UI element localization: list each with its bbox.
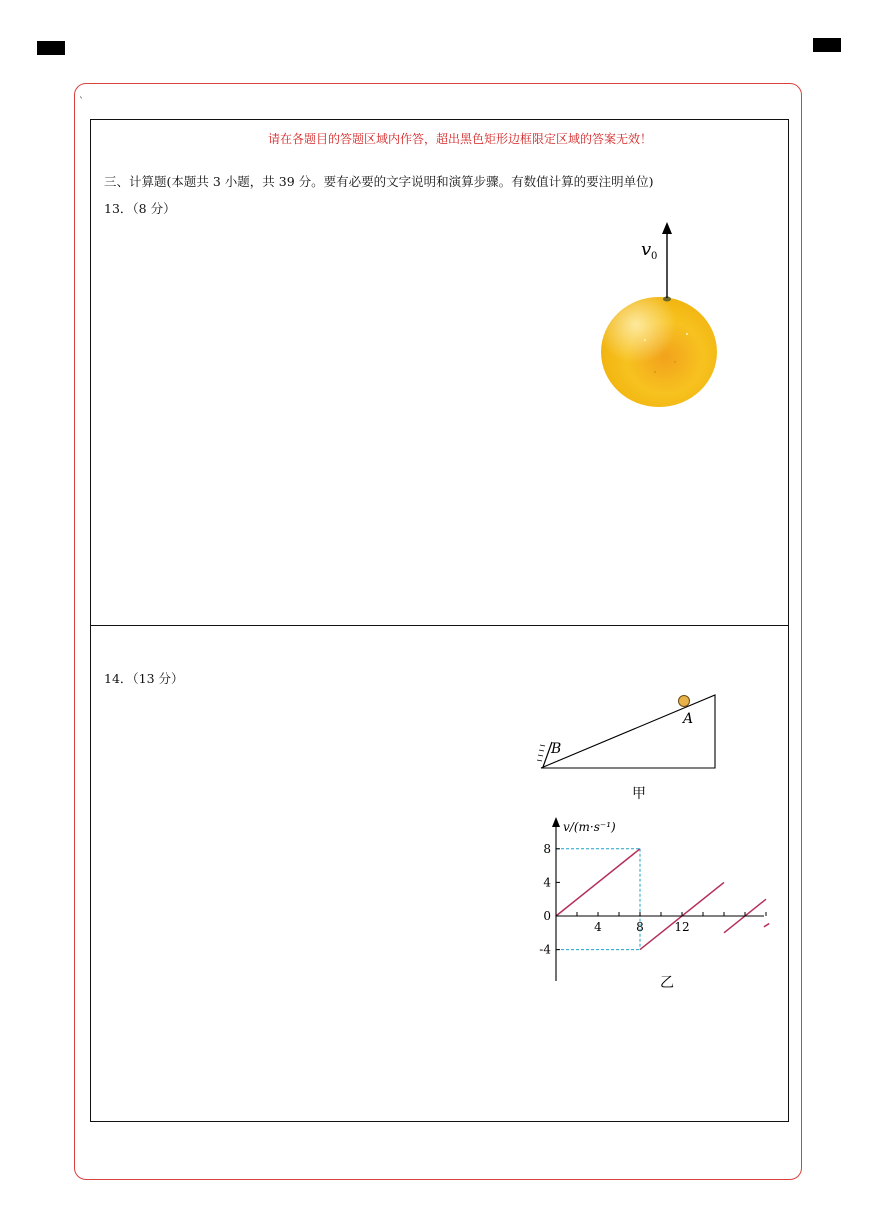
point-a-label: A [683, 711, 694, 727]
ball-a [679, 696, 690, 707]
velocity-symbol: v [641, 239, 652, 260]
question-13-label: 13．（8 分） [104, 201, 176, 216]
x-tick-label-4: 4 [594, 920, 602, 934]
answer-area-warning: 请在各题目的答题区域内作答，超出黑色矩形边框限定区域的答案无效！ [268, 132, 653, 146]
velocity-subscript: 0 [651, 251, 658, 262]
question-13-figure [595, 222, 725, 412]
question-14-figure-jia [533, 690, 723, 805]
question-divider [90, 625, 789, 626]
y-axis-label: v/(m·s⁻¹) [563, 820, 616, 834]
inclined-plane [541, 695, 715, 768]
y-tick-label-8: 8 [543, 841, 551, 856]
question-14-figure-yi [530, 815, 770, 995]
alignment-mark-left [37, 41, 65, 55]
y-tick-label-0: 0 [543, 909, 551, 923]
vt-graph [530, 815, 770, 995]
question-14-label: 14．（13 分） [104, 671, 184, 686]
tick-mark: ` [79, 97, 84, 108]
point-b-label: B [551, 741, 562, 757]
velocity-segment-tail [764, 924, 769, 927]
x-tick-label-8: 8 [636, 920, 644, 934]
section-title: 三、计算题(本题共 3 小题，共 39 分。要有必要的文字说明和演算步骤。有数值计算的要注明单位) [104, 174, 654, 189]
velocity-segment-1 [556, 849, 640, 916]
y-axis-arrow [552, 817, 560, 827]
y-tick-label-neg4: -4 [539, 942, 551, 957]
alignment-mark-right [813, 38, 841, 52]
x-tick-label-12: 12 [674, 920, 690, 934]
figure-jia-caption: 甲 [632, 786, 646, 802]
y-tick-label-4: 4 [543, 875, 551, 890]
figure-yi-caption: 乙 [660, 975, 674, 991]
